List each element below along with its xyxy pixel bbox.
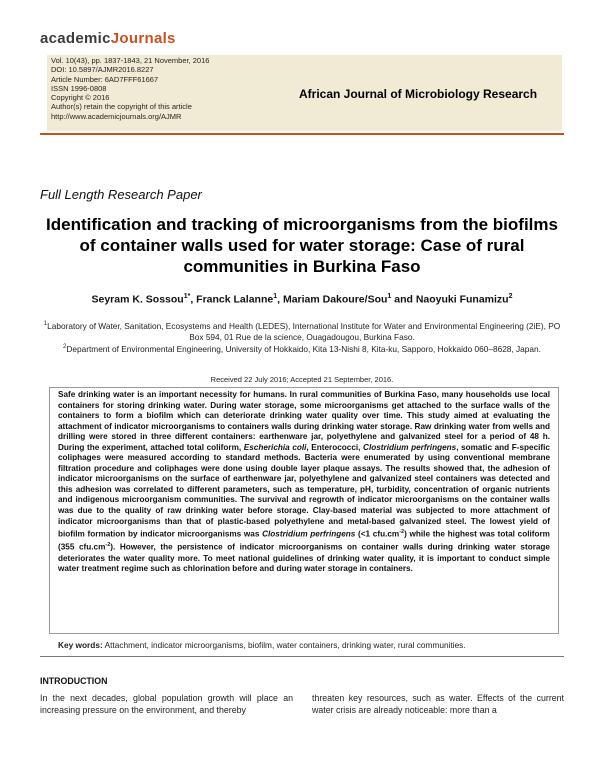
article-meta xyxy=(51,56,251,121)
received-dates: Received 22 July 2016; Accepted 21 September, 2016. xyxy=(210,375,394,384)
affiliation-mark: 2 xyxy=(63,344,67,350)
meta-issn: ISSN 1996-0808 xyxy=(51,83,107,93)
logo-text-academic: academic xyxy=(40,30,111,47)
keywords-label: Key words: xyxy=(58,640,103,650)
abstract-part: Safe drinking water is an important necessity for humans. In rural communities of Burkina Faso, many households use local containers for storing drinking water. During water storage, some microorganisms get attached to the surface walls of the containers to form a biofilm which can deteriorate drinking water quality over time. This study aimed at evaluating the attachment of indicator microorganisms to containers walls during drinking water storage. Raw drinking water from wells and drilling were stored in three different containers: earthenware jar, polyethylene and galvanized steel for a period of 48 h. During the experiment, attached total coliform, xyxy=(58,390,550,452)
abstract-part: ) while the highest was total coliform (355 cfu.cm xyxy=(58,529,550,553)
author-list xyxy=(40,293,564,306)
abstract-part: (<1 cfu.cm xyxy=(355,529,400,539)
author-affiliation-mark: 2 xyxy=(508,293,513,300)
author-separator: , xyxy=(277,293,283,306)
unit-exponent: -2 xyxy=(399,529,405,536)
abstract-text xyxy=(58,390,550,575)
logo-text-journals: Journals xyxy=(110,30,176,47)
paper-title: Identification and tracking of microorganisms from the biofilms of container walls used for water storage: Case of rural communities in Burkina Faso xyxy=(46,215,558,276)
paper-type: Full Length Research Paper xyxy=(40,187,202,202)
meta-article-number: Article Number: 6AD7FFF61667 xyxy=(51,74,159,84)
author-and: and xyxy=(391,293,416,306)
affiliation-text: Department of Environmental Engineering, University of Hokkaido, Kita 13-Nishi 8, Kita-ku, Sapporo, Hokkaido 060–8628, Japan. xyxy=(66,343,541,354)
species-name: Escherichia coli xyxy=(243,442,307,452)
publisher-logo xyxy=(40,30,176,47)
header-divider xyxy=(40,133,564,135)
abstract-part: , Enterococci, xyxy=(306,442,364,452)
keywords xyxy=(58,640,558,650)
journal-name: African Journal of Microbiology Research xyxy=(299,87,538,101)
section-heading-introduction: INTRODUCTION xyxy=(40,676,108,686)
affiliation-2 xyxy=(40,342,564,355)
author-affiliation-mark: 1 xyxy=(387,293,392,300)
author-name: Seyram K. Sossou xyxy=(91,293,184,306)
meta-doi: DOI: 10.5897/AJMR2016.8227 xyxy=(51,65,154,75)
affiliation-text: Laboratory of Water, Sanitation, Ecosystems and Health (LEDES), International Institute for Water and Environmental Engineering (2iE), PO Box 594, 01 Rue de la science, Ouagadougou, Burkina Faso. xyxy=(47,320,561,342)
author-name: Naoyuki Funamizu xyxy=(415,293,509,306)
affiliation-1 xyxy=(40,319,564,343)
affiliation-mark: 1 xyxy=(43,321,48,327)
author-name: Franck Lalanne xyxy=(196,293,274,306)
meta-rights: Author(s) retain the copyright of this article xyxy=(51,102,192,112)
meta-volume: Vol. 10(43), pp. 1837-1843, 21 November, 2016 xyxy=(51,56,210,65)
author-name: Mariam Dakoure/Sou xyxy=(282,293,388,306)
species-name: Clostridium perfringens xyxy=(363,442,457,452)
section-divider xyxy=(40,656,564,657)
keywords-text: Attachment, indicator microorganisms, biofilm, water containers, drinking water, rural communities. xyxy=(102,640,466,650)
abstract-part: ). However, the persistence of indicator microorganisms on container walls during drinking water storage deteriorates the water quality more. To meet national guidelines of drinking water quality, it is important to conduct simple water treatment regime such as chlorination before and during water storage in containers. xyxy=(58,543,550,574)
author-separator: , xyxy=(190,293,197,306)
unit-exponent: -2 xyxy=(105,542,111,549)
author-affiliation-mark: 1* xyxy=(183,293,191,300)
meta-url-link[interactable]: http://www.academicjournals.org/AJMR xyxy=(51,111,182,121)
species-name: Clostridium perfringens xyxy=(262,529,356,539)
body-column-right: threaten key resources, such as water. Effects of the current water crisis are already noticeable: more than a xyxy=(312,693,564,715)
abstract-part: , somatic and F-specific coliphages were measured according to standard methods. Bacteria were enumerated by using conventional membrane filtration procedure and coliphages were done using double layer plaque assays. The results showed that, the adhesion of indicator microorganisms on the surface of earthenware jar, polyethylene and galvanized steel containers was detected and this adhesion was correlated to different parameters, such as temperature, pH, turbidity, concentration of organic nutrients and indigenous microorganism communities. The survival and regrowth of indicator microorganisms on the container walls was due to the quality of raw drinking water before storage. Clay-based material was subjected to more attachment of indicator microorganisms than that of plastic-based polyethylene and metal-based galvanized steel. The lowest yield of biofilm formation by indicator microorganisms was xyxy=(58,442,550,539)
author-affiliation-mark: 1 xyxy=(273,293,278,300)
meta-copyright: Copyright © 2016 xyxy=(51,93,110,103)
body-column-left: In the next decades, global population growth will place an increasing pressure on the environment, and thereby xyxy=(40,693,293,715)
